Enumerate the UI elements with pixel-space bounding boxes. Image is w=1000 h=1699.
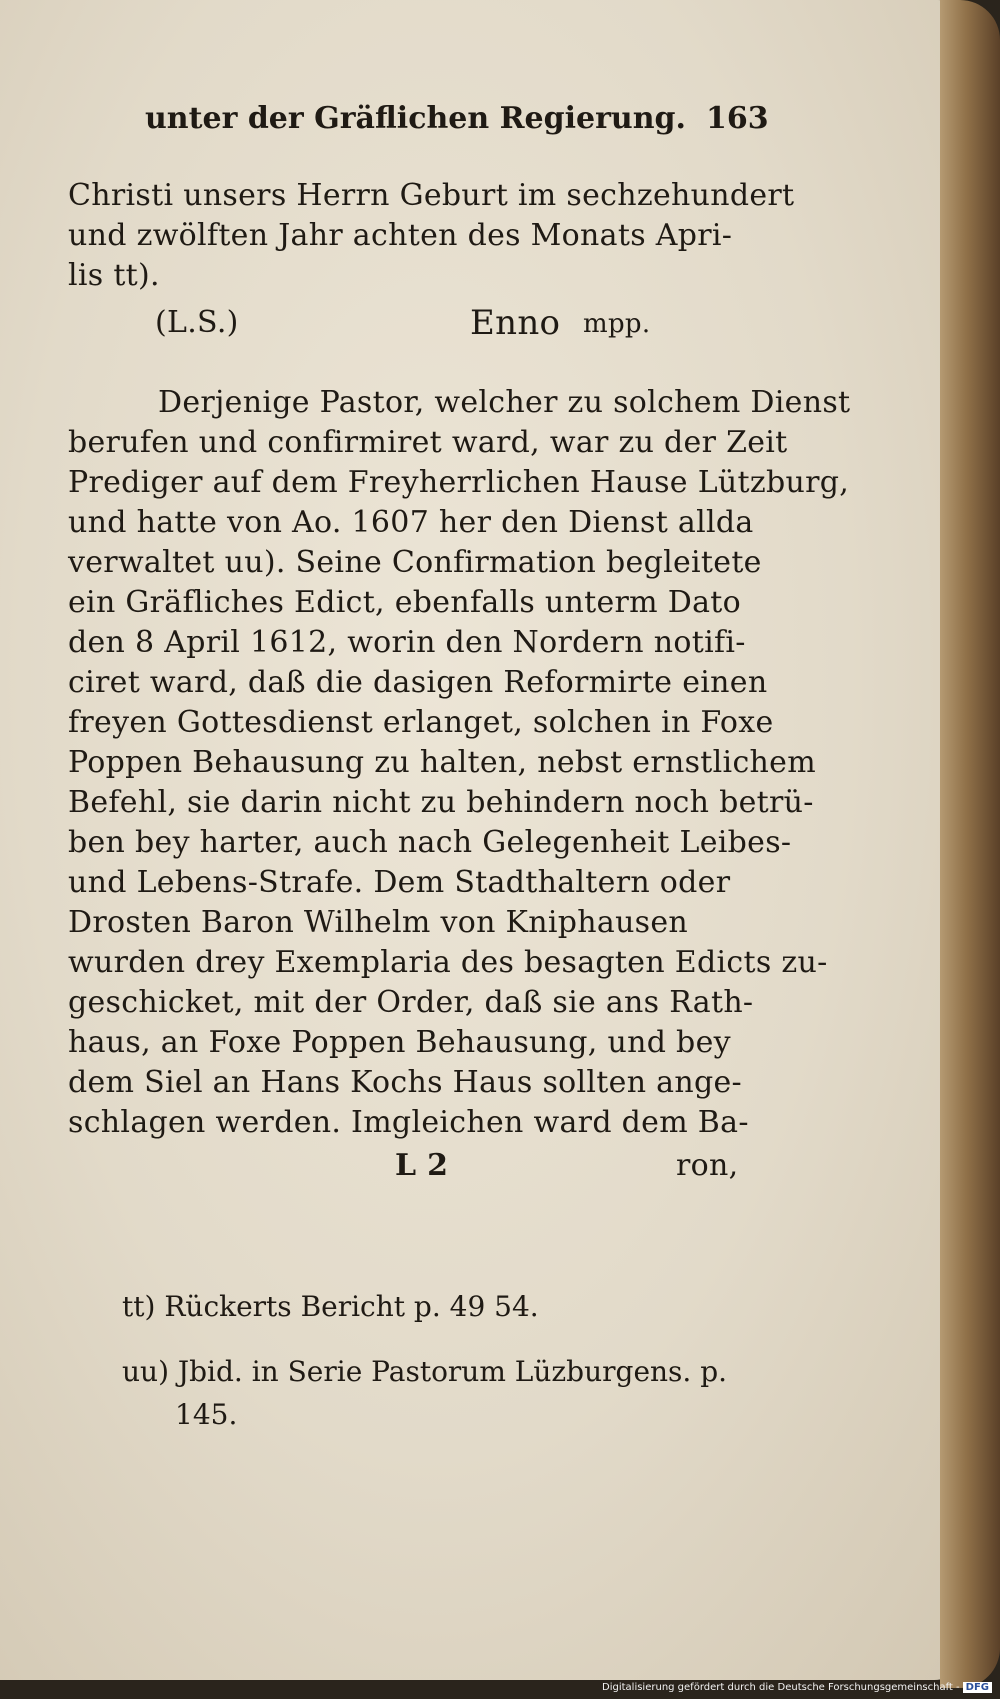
text-line: Drosten Baron Wilhelm von Kniphausen [68,905,689,940]
text-line: Derjenige Pastor, welcher zu solchem Dienst [158,385,851,420]
dfg-logo: DFG [963,1682,992,1693]
text-line: Prediger auf dem Freyherrlichen Hause Lützburg, [68,465,850,500]
digitization-credit [602,1682,992,1693]
text-line: ein Gräfliches Edict, ebenfalls unterm Dato [68,585,742,620]
text-line: und zwölften Jahr achten des Monats Apri- [68,218,733,253]
text-line: dem Siel an Hans Kochs Haus sollten ange- [68,1065,742,1100]
text-line: Christi unsers Herrn Geburt im sechzehundert [68,178,795,213]
text-line: Befehl, sie darin nicht zu behindern noch betrü- [68,785,814,820]
text-line: schlagen werden. Imgleichen ward dem Ba- [68,1105,749,1140]
footnote: 145. [175,1398,238,1431]
text-line: lis tt). [68,258,160,293]
text-line: ciret ward, daß die dasigen Reformirte einen [68,665,768,700]
text-line: ben bey harter, auch nach Gelegenheit Leibes- [68,825,792,860]
signatory-name: Enno [470,303,561,343]
page-number: 163 [706,101,769,136]
footnote: tt) Rückerts Bericht p. 49 54. [122,1290,539,1323]
text-line: verwaltet uu). Seine Confirmation begleitete [68,545,762,580]
text-line: freyen Gottesdienst erlanget, solchen in Foxe [68,705,774,740]
footnote: uu) Jbid. in Serie Pastorum Lüzburgens. p. [122,1355,728,1388]
signature-suffix: mpp. [583,309,651,339]
page-edge [940,0,1000,1688]
text-line: und Lebens-Strafe. Dem Stadthaltern oder [68,865,731,900]
text-line: geschicket, mit der Order, daß sie ans Rath- [68,985,754,1020]
text-line: haus, an Foxe Poppen Behausung, und bey [68,1025,731,1060]
credit-text: Digitalisierung gefördert durch die Deutsche Forschungsgemeinschaft - [602,1682,960,1693]
running-title: unter der Gräflichen Regierung. [145,101,686,136]
text-line: wurden drey Exemplaria des besagten Edicts zu- [68,945,828,980]
text-line: Poppen Behausung zu halten, nebst ernstlichem [68,745,816,780]
catchword: ron, [676,1148,739,1183]
signature-mark: L 2 [395,1148,449,1183]
text-line: und hatte von Ao. 1607 her den Dienst allda [68,505,754,540]
text-line: den 8 April 1612, worin den Nordern notifi- [68,625,746,660]
seal-mark: (L.S.) [155,305,239,340]
text-line: berufen und confirmiret ward, war zu der Zeit [68,425,788,460]
